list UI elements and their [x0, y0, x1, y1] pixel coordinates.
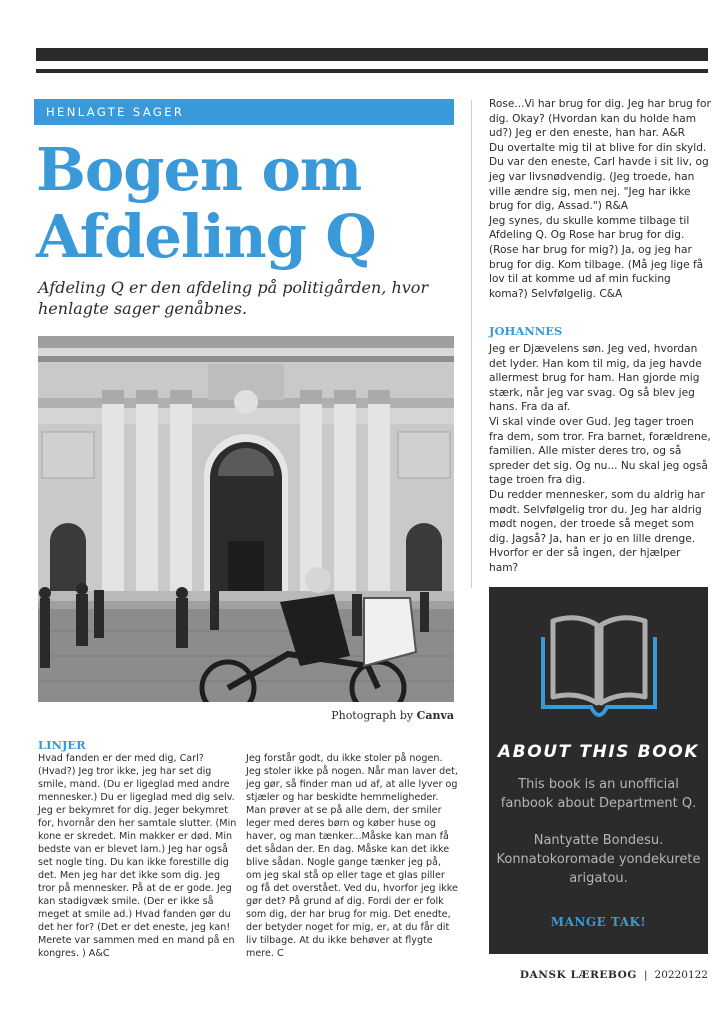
- mange-tak-label: MANGE TAK!: [550, 915, 647, 929]
- header-rule-thick: [36, 48, 708, 61]
- footer-code: 20220122: [654, 969, 708, 981]
- subtitle: Afdeling Q er den afdeling på politigården, hvor henlagte sager genåbnes.: [38, 278, 429, 318]
- photo-credit-name: Canva: [416, 709, 454, 722]
- footer-brand: DANSK LÆREBOG: [519, 969, 637, 981]
- section-label: HENLAGTE SAGER: [46, 105, 185, 119]
- header-rule-thin: [36, 69, 708, 73]
- johannes-dialogue: [489, 342, 711, 576]
- about-thanks: Nantyatte Bondesu. Konnatokoromade yondekurete arigatou.: [496, 833, 701, 886]
- photo-credit: [300, 709, 454, 722]
- about-book-box: [489, 587, 708, 954]
- johannes-paragraph-3: Du redder mennesker, som du aldrig har mødt. Selvfølgelig tror du. Jeg har aldrig mødt nogen, der troede så meget som dig. Jagså? Ja, han er jo en lille drenge. Hvorfor er der så ingen, der hjælper ham?: [489, 488, 705, 574]
- rose-paragraph-3: Jeg synes, du skulle komme tilbage til Afdeling Q. Og Rose har brug for dig. (Rose har brug for mig?) Ja, og jeg har brug for dig. Kom tilbage. (Må jeg lige få lov til at komme ud af min fucking koma?) Selvfølgelig. C&A: [489, 214, 704, 300]
- footer: [480, 969, 708, 981]
- footer-separator: |: [644, 969, 648, 981]
- johannes-paragraph-1: Jeg er Djævelens søn. Jeg ved, hvordan det lyder. Han kom til mig, da jeg havde allermest brug for ham. Han gjorde mig stærk, når jeg var svag. Og så blev jeg hans. Fra da af.: [489, 343, 702, 414]
- title-line-1: Bogen om: [36, 135, 362, 204]
- rose-paragraph-2: Du overtalte mig til at blive for din skyld. Du var den eneste, Carl havde i sit liv, og jeg var livsnødvendig. (Jeg troede, han ville ændre sig, men nej. "Jeg har ikke brug for dig, Assad.") R&A: [489, 141, 709, 213]
- rose-paragraph-1: Rose...Vi har brug for dig. Jeg har brug for dig. Okay? (Hvordan kan du holde ham ud?) Jeg er den eneste, han har. A&R: [489, 98, 711, 140]
- rose-dialogue: [489, 97, 711, 301]
- linjer-heading: LINJER: [38, 738, 86, 752]
- column-divider: [471, 100, 472, 588]
- photo-credit-prefix: Photograph by: [331, 709, 414, 722]
- building-photo: [38, 336, 454, 702]
- open-book-icon: [535, 607, 663, 723]
- building-photo-illustration: [38, 336, 454, 702]
- section-label-bar: [34, 99, 454, 125]
- about-description: This book is an unofficial fanbook about Department Q.: [500, 777, 697, 811]
- page-title: [36, 136, 466, 270]
- linjer-column-2: Jeg forstår godt, du ikke stoler på nogen. Jeg stoler ikke på nogen. Når man laver det, jeg gør, så finder man ud af, at alle lyver og stjæler og har beskidte hemmeligheder. Man prøver at se på alle dem, der smiler leger med deres børn og køber huse og haver, og man tænker...Måske kan man få det sådan der. En dag. Måske kan det ikke blive sådan. Nogle gange tænker jeg på, om jeg skal stå op eller tage et glas piller og få det overstået. Ved du, hvorfor jeg ikke gør det? På grund af dig. Fordi der er folk som dig, der har brug for mig. Det enedte, der betyder noget for mig, er, at du får dit liv tilbage. At du ikke behøver at flygte mere. C: [246, 753, 458, 959]
- johannes-heading: JOHANNES: [489, 324, 563, 338]
- title-line-2: Afdeling Q: [36, 202, 376, 271]
- linjer-column-1: Hvad fanden er der med dig, Carl? (Hvad?) Jeg tror ikke, jeg har set dig smile, mand. (Du er ligeglad med andre mennesker.) Du er ligeglad med dig selv. Jeg er bekymret for dig. Jeger bekymret for, hvornår den her samtale slutter. (Min kone er skredet. Min makker er død. Min bedste van er blevet lam.) Jeg har også set nogle ting. Du kan ikke forestille dig det. Men jeg har det ikke som dig. Jeg tror på mennesker. På at de er gode. Jeg kan stadigvæk smile. (Der er ikke så meget at smile ad.) Hvad fanden gør du det her for? (Det er det eneste, jeg kan! Merete var sammen med en mand på en kongres. ) A&C: [38, 753, 237, 959]
- johannes-paragraph-2: Vi skal vinde over Gud. Jeg tager troen fra dem, som tror. Fra barnet, forældrene, familien. Alle mister deres tro, og så spreder det sig. Og nu... Nu skal jeg også tage troen fra dig.: [489, 415, 711, 487]
- about-title: ABOUT THIS BOOK: [497, 742, 700, 762]
